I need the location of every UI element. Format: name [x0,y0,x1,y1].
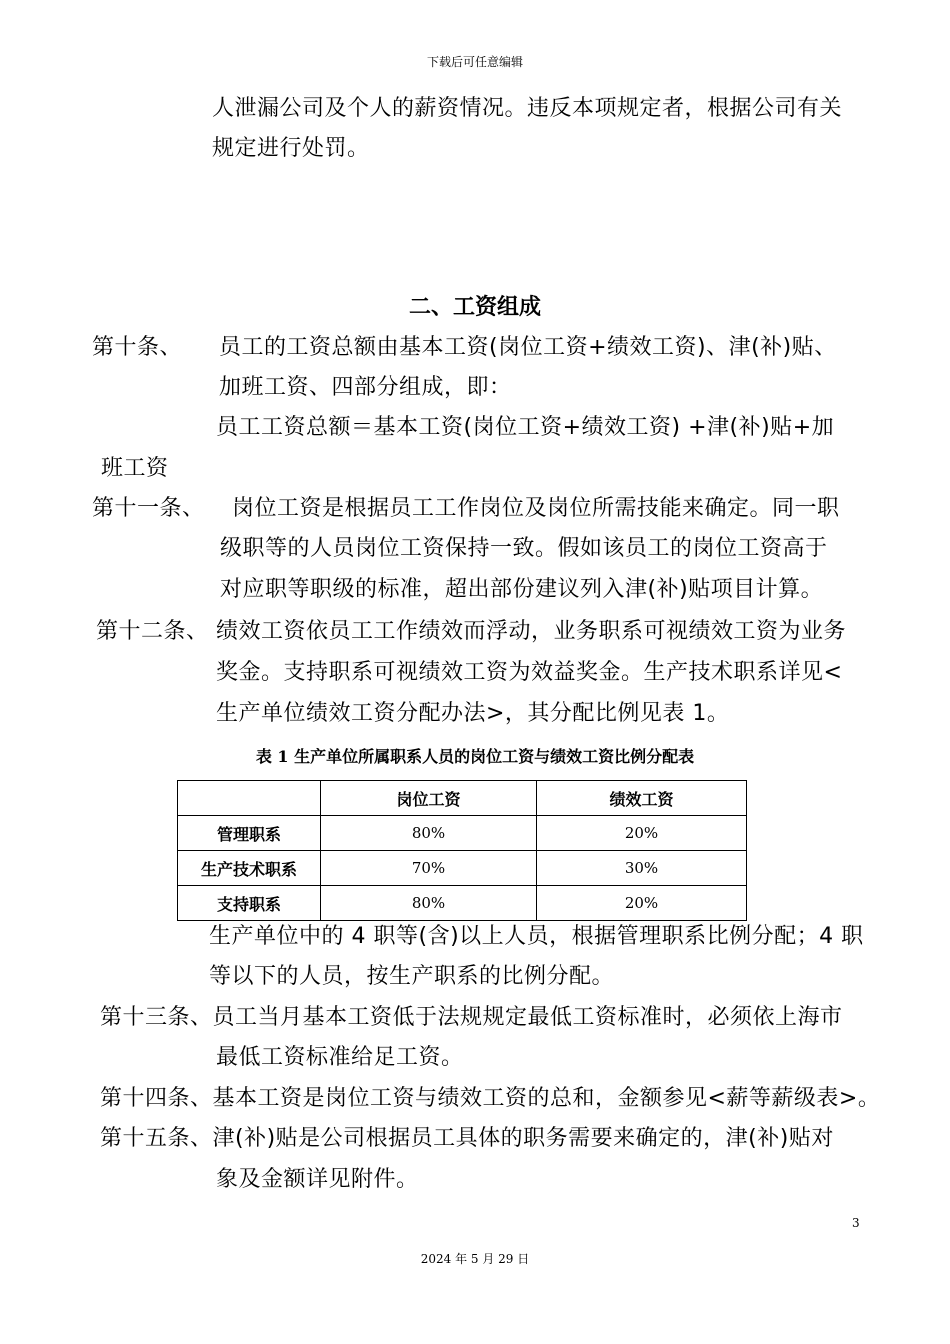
table-header-post-salary: 岗位工资 [321,781,537,816]
footer-date: 2024 年 5 月 29 日 [420,1252,530,1266]
cell-perf-production: 30% [537,851,747,886]
table-header-row [178,781,747,816]
article-15-line-1: 第十五条、津(补)贴是公司根据员工具体的职务需要来确定的，津(补)贴对 [100,1126,834,1151]
cell-post-production: 70% [321,851,537,886]
article-12-line-1: 绩效工资依员工工作绩效而浮动，业务职系可视绩效工资为业务 [216,619,847,644]
article-11-line-3: 对应职等职级的标准，超出部份建议列入津(补)贴项目计算。 [220,577,824,602]
article-11-line-1: 岗位工资是根据员工工作岗位及岗位所需技能来确定。同一职 [232,496,840,521]
article-14-line-1: 第十四条、基本工资是岗位工资与绩效工资的总和，金额参见<薪等薪级表>。 [100,1086,881,1111]
cell-post-support: 80% [321,886,537,921]
article-12-line-3: 生产单位绩效工资分配办法>，其分配比例见表 1。 [216,701,730,726]
article-12-line-2: 奖金。支持职系可视绩效工资为效益奖金。生产技术职系详见< [216,660,843,685]
cell-perf-support: 20% [537,886,747,921]
article-13-line-2: 最低工资标准给足工资。 [216,1045,464,1070]
article-10-line-1: 员工的工资总额由基本工资(岗位工资+绩效工资)、津(补)贴、 [219,335,837,360]
article-10-line-3: 员工工资总额＝基本工资(岗位工资+绩效工资) +津(补)贴+加 [216,415,835,440]
row-label-management: 管理职系 [178,816,321,851]
cell-post-management: 80% [321,816,537,851]
page-number: 3 [852,1216,860,1230]
intro-line-1: 人泄漏公司及个人的薪资情况。违反本项规定者，根据公司有关 [212,96,843,121]
cell-perf-management: 20% [537,816,747,851]
article-13-line-1: 第十三条、员工当月基本工资低于法规规定最低工资标准时，必须依上海市 [100,1005,843,1030]
salary-ratio-table [177,780,747,921]
after-table-line-2: 等以下的人员，按生产职系的比例分配。 [209,964,615,989]
section-title: 二、工资组成 [408,295,541,320]
table-row [178,886,747,921]
table-header-empty [178,781,321,816]
article-12-label: 第十二条、 [96,619,209,644]
row-label-production: 生产技术职系 [178,851,321,886]
table-caption: 表 1 生产单位所属职系人员的岗位工资与绩效工资比例分配表 [255,747,695,766]
table-header-performance-salary: 绩效工资 [537,781,747,816]
article-15-line-2: 象及金额详见附件。 [216,1167,419,1192]
header-note: 下载后可任意编辑 [426,55,523,69]
article-10-line-2: 加班工资、四部分组成，即： [219,375,512,400]
after-table-line-1: 生产单位中的 4 职等(含)以上人员，根据管理职系比例分配；4 职 [209,924,864,949]
article-11-line-2: 级职等的人员岗位工资保持一致。假如该员工的岗位工资高于 [220,536,828,561]
table-row [178,851,747,886]
table-row [178,816,747,851]
intro-line-2: 规定进行处罚。 [212,136,370,161]
article-11-label: 第十一条、 [92,496,205,521]
row-label-support: 支持职系 [178,886,321,921]
article-10-line-4: 班工资 [101,456,169,481]
article-10-label: 第十条、 [92,335,183,360]
